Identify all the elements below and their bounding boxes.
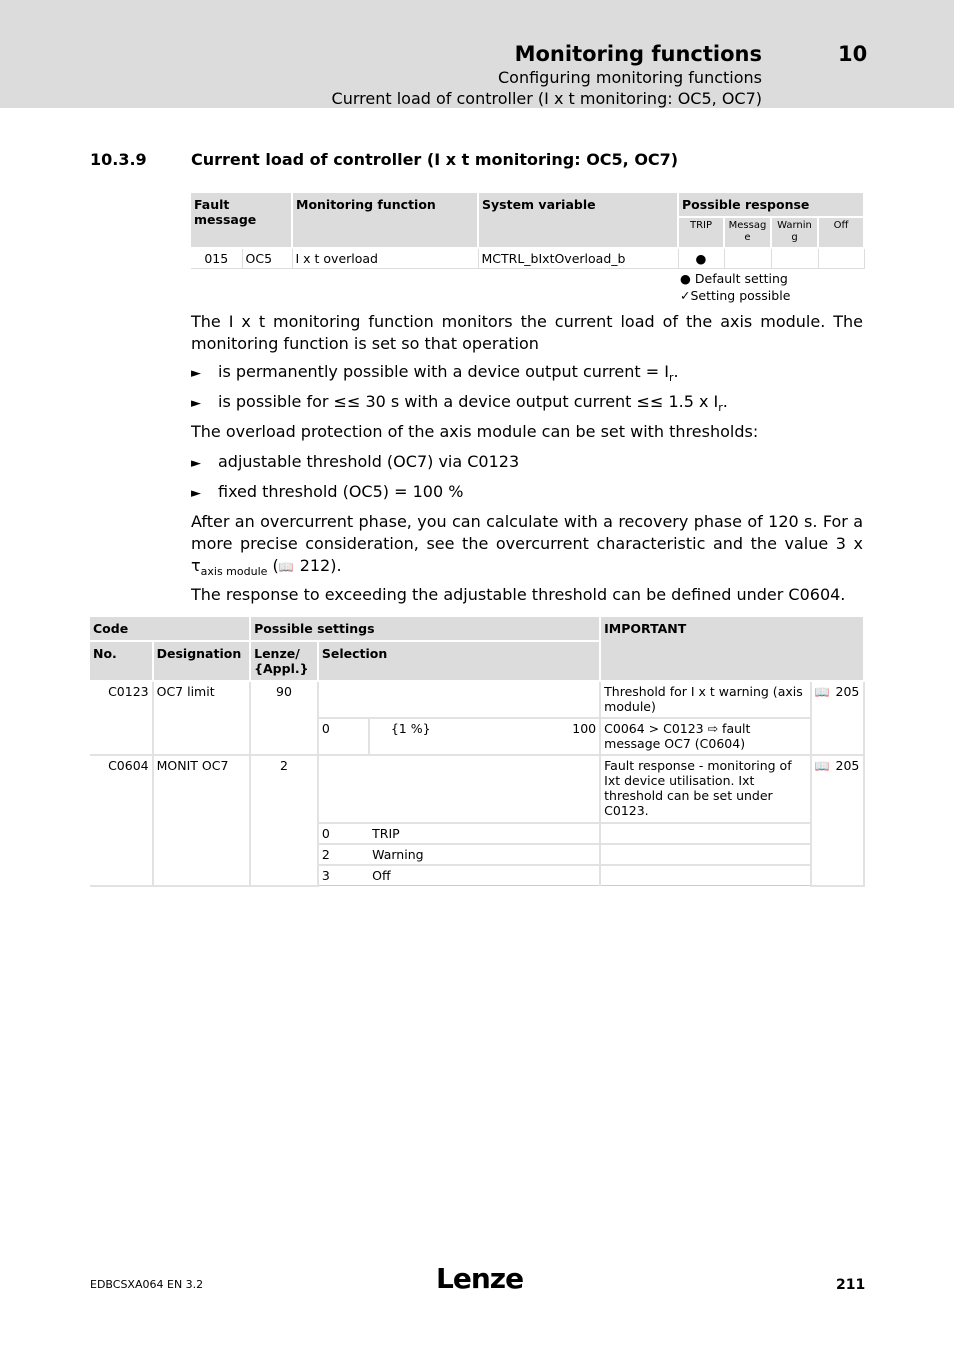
header-monitoring-function: Monitoring function — [292, 193, 478, 248]
book-icon: 📖 — [278, 560, 294, 574]
option-label: Off — [369, 865, 600, 886]
header-code: Code — [90, 617, 250, 641]
c0604-ref-page[interactable]: 205 — [835, 758, 860, 773]
bullet-3-text: adjustable threshold (OC7) via C0123 — [218, 452, 520, 471]
legend — [680, 270, 790, 304]
c0123-ref-page[interactable]: 205 — [835, 684, 860, 699]
paragraph-3-text: After an overcurrent phase, you can calculate with a recovery phase of 120 s. For a more precise consideration, see the overcurrent characteristic and the value 3 x τ — [191, 512, 863, 575]
header-no: No. — [90, 641, 153, 681]
table-row — [90, 755, 864, 823]
option-label: TRIP — [369, 823, 600, 844]
bullet-2-sub: r — [718, 401, 723, 415]
c0604-ref — [811, 755, 864, 886]
bullet-2-text: is possible for ≤≤ 30 s with a device output current ≤≤ 1.5 x I — [218, 392, 719, 411]
table-row — [191, 248, 864, 269]
response-warning — [771, 248, 818, 269]
c0123-min: 0 — [318, 718, 369, 755]
header-warning: Warnin g — [771, 217, 818, 248]
header-fault-message: Fault message — [191, 193, 292, 248]
header-message: Messag e — [724, 217, 771, 248]
header-selection: Selection — [318, 641, 600, 681]
bullet-1-text: is permanently possible with a device output current = I — [218, 362, 669, 381]
fault-function: I x t overload — [292, 248, 478, 269]
page-number: 211 — [836, 1277, 866, 1293]
c0604-designation: MONIT OC7 — [153, 755, 251, 886]
fault-table — [191, 193, 865, 269]
header-subtitle-2: Current load of controller (I x t monitoring: OC5, OC7) — [331, 89, 762, 108]
header-subtitle-1: Configuring monitoring functions — [497, 68, 762, 87]
bullet-1: ► is permanently possible with a device output current = $I_r$. — [191, 362, 679, 385]
bullet-2: ► is possible for ≤≤ 30 s with a device output current ≤≤ 1.5 x $I_r$. — [191, 392, 728, 415]
option-label: Warning — [369, 844, 600, 865]
header-important: IMPORTANT — [600, 617, 864, 681]
c0123-step: {1 %} — [369, 718, 451, 755]
c0604-important-1: Fault response - monitoring of Ixt device utilisation. Ixt threshold can be set under C0123. — [600, 755, 810, 823]
page-title: Monitoring functions — [514, 42, 762, 66]
header-possible-settings: Possible settings — [250, 617, 600, 641]
bullet-arrow-icon: ► — [191, 486, 201, 501]
response-off — [818, 248, 864, 269]
header-lenze: Lenze/ {Appl.} — [250, 641, 318, 681]
paragraph-1: The I x t monitoring function monitors the current load of the axis module. The monitoring function is set so that operation — [191, 312, 863, 353]
fault-code: OC5 — [242, 248, 292, 269]
header-trip: TRIP — [678, 217, 724, 248]
c0604-lenze: 2 — [250, 755, 318, 886]
c0123-designation: OC7 limit — [153, 681, 251, 755]
c0123-important-2: C0064 > C0123 ⇨ fault message OC7 (C0604) — [600, 718, 810, 755]
c0604-no: C0604 — [90, 755, 153, 886]
c0123-max: 100 — [451, 718, 600, 755]
header-designation: Designation — [153, 641, 251, 681]
legend-default: ● Default setting — [680, 271, 788, 286]
bullet-3 — [191, 451, 519, 475]
header-system-variable: System variable — [478, 193, 678, 248]
bullet-arrow-icon: ► — [191, 456, 201, 471]
paragraph-2: The overload protection of the axis module can be set with thresholds: — [191, 422, 759, 441]
table-row — [90, 681, 864, 718]
paragraph-3-sub: axis module — [200, 565, 268, 579]
fault-variable: MCTRL_bIxtOverload_b — [478, 248, 678, 269]
response-message — [724, 248, 771, 269]
code-table — [90, 617, 865, 887]
chapter-number: 10 — [838, 42, 868, 66]
header-off: Off — [818, 217, 864, 248]
bullet-1-sub: r — [668, 371, 674, 385]
legend-possible: ✓Setting possible — [680, 288, 791, 303]
footer-doc-code: EDBCSXA064 EN 3.2 — [90, 1278, 204, 1291]
paragraph-3: After an overcurrent phase, you can calculate with a recovery phase of 120 s. For a more precise consideration, see the overcurrent characteristic and the value 3 x $\tau_{axis module}$ (📖 212). — [191, 512, 863, 579]
paragraph-4: The response to exceeding the adjustable threshold can be defined under C0604. — [191, 585, 846, 604]
c0123-lenze: 90 — [250, 681, 318, 755]
c0123-ref — [811, 681, 864, 755]
header-possible-response: Possible response — [678, 193, 864, 217]
bullet-4-text: fixed threshold (OC5) = 100 % — [218, 482, 464, 501]
book-icon: 📖 — [814, 685, 830, 699]
fault-no: 015 — [191, 248, 242, 269]
response-trip: ● — [678, 248, 724, 269]
bullet-arrow-icon: ► — [191, 366, 201, 381]
section-title: Current load of controller (I x t monitoring: OC5, OC7) — [191, 150, 679, 169]
option-value: 3 — [318, 865, 369, 886]
bullet-arrow-icon: ► — [191, 396, 201, 411]
lenze-logo: Lenze — [436, 1262, 524, 1295]
book-icon: 📖 — [814, 759, 830, 773]
c0123-no: C0123 — [90, 681, 153, 755]
option-value: 2 — [318, 844, 369, 865]
paragraph-3-ref[interactable]: 212 — [299, 556, 331, 575]
option-value: 0 — [318, 823, 369, 844]
section-number: 10.3.9 — [90, 150, 147, 169]
bullet-4 — [191, 481, 463, 505]
c0123-important-1: Threshold for I x t warning (axis module) — [600, 681, 810, 718]
